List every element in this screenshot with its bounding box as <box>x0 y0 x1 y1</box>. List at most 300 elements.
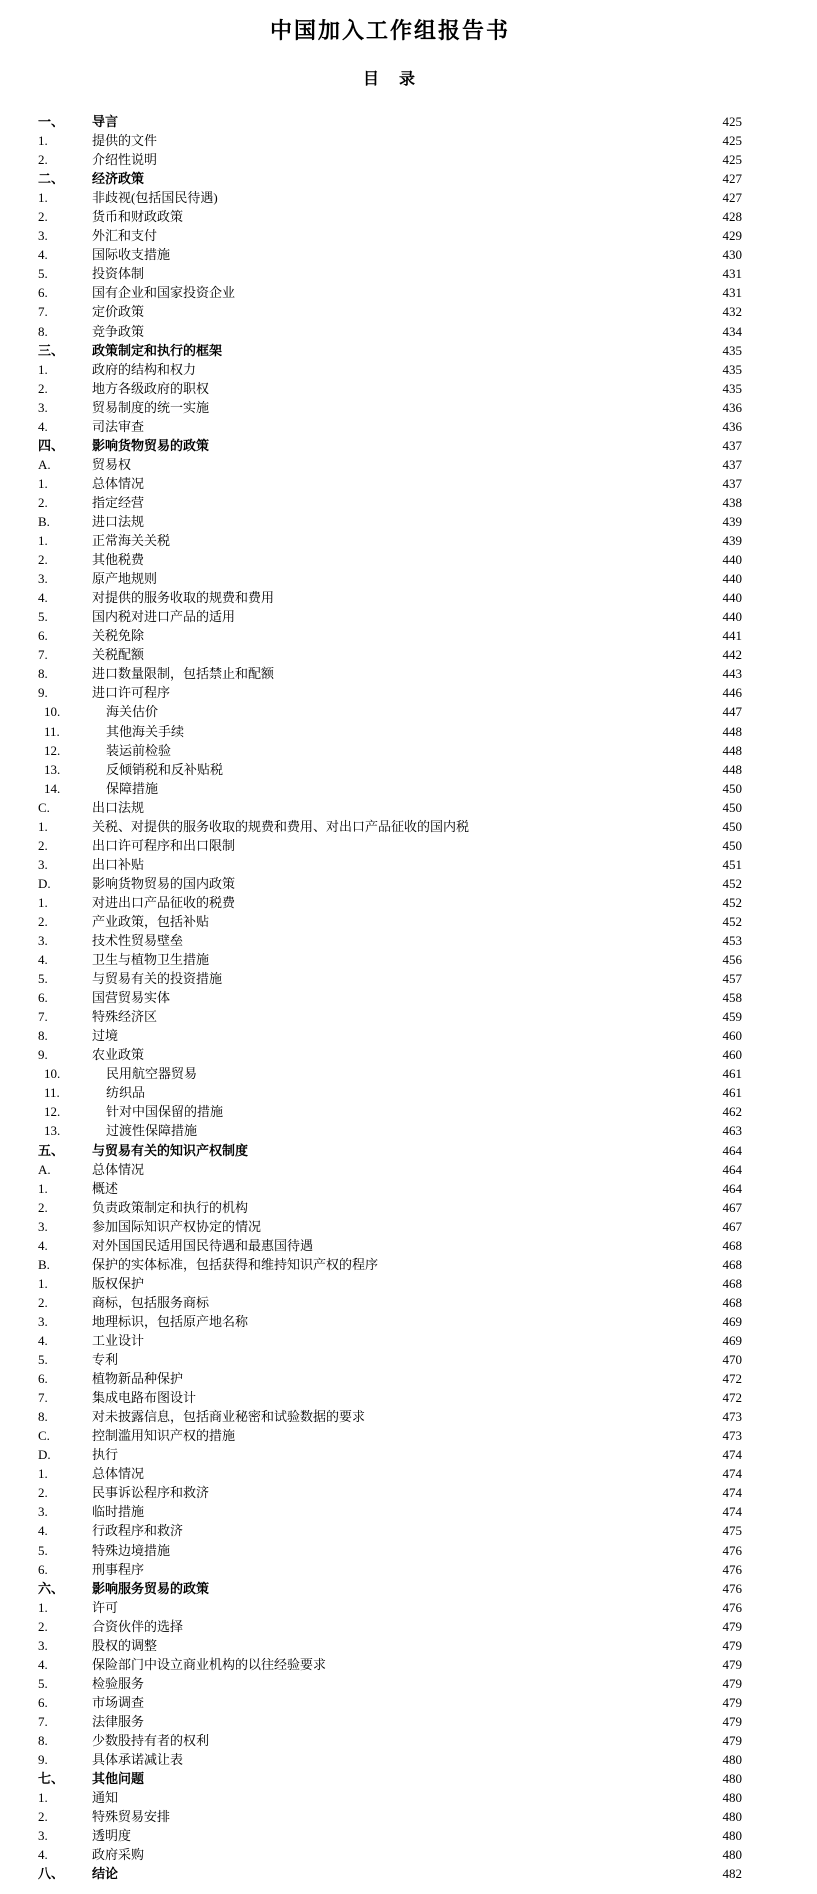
toc-entry-number: 6. <box>38 990 48 1006</box>
toc-entry-title: 司法审查 <box>92 418 145 434</box>
toc-entry-title: 非歧视(包括国民待遇) <box>92 190 218 206</box>
toc-entry <box>38 1617 742 1636</box>
toc-entry <box>38 188 742 207</box>
toc-entry-number: 1. <box>38 475 48 491</box>
toc-entry <box>38 1560 742 1579</box>
toc-entry-title: 技术性贸易壁垒 <box>92 933 184 949</box>
toc-entry-number: 5. <box>38 266 48 282</box>
toc-entry-number: B. <box>38 1256 50 1272</box>
toc-entry-number: 3. <box>38 1504 48 1520</box>
toc-entry <box>38 1712 742 1731</box>
toc-entry-page: 470 <box>722 1352 742 1368</box>
document-title: 中国加入工作组报告书 <box>269 18 510 43</box>
toc-entry-title: 装运前检验 <box>106 742 172 758</box>
toc-entry <box>38 607 742 626</box>
toc-entry-title: 控制滥用知识产权的措施 <box>92 1428 236 1444</box>
toc-entry-page: 473 <box>722 1428 742 1444</box>
toc-entry-title: 结论 <box>92 1866 119 1882</box>
toc-entry-number: 2. <box>38 1618 48 1634</box>
toc-entry-title: 集成电路布图设计 <box>92 1390 197 1406</box>
toc-entry-number: 5. <box>38 971 48 987</box>
toc-entry-number: 8. <box>38 1732 48 1748</box>
toc-entry-number: 七、 <box>38 1771 65 1787</box>
toc-entry-number: 9. <box>38 685 48 701</box>
toc-entry-page: 480 <box>722 1847 742 1863</box>
toc-entry-number: 7. <box>38 647 48 663</box>
toc-entry-title: 对提供的服务收取的规费和费用 <box>92 590 275 606</box>
toc-entry-page: 474 <box>722 1504 742 1520</box>
toc-entry <box>38 1312 742 1331</box>
toc-entry-title: 总体情况 <box>92 1161 145 1177</box>
toc-entry-number: 2. <box>38 1485 48 1501</box>
toc-entry-title: 法律服务 <box>92 1713 145 1729</box>
toc-entry <box>38 1693 742 1712</box>
toc-entry <box>38 1731 742 1750</box>
document-page <box>38 0 742 1883</box>
toc-entry-number: 2. <box>38 837 48 853</box>
toc-entry-title: 总体情况 <box>92 1466 145 1482</box>
toc-entry-title: 执行 <box>92 1447 119 1463</box>
toc-entry <box>38 1236 742 1255</box>
toc-entry-number: 4. <box>38 1847 48 1863</box>
toc-entry-page: 439 <box>722 533 742 549</box>
toc-entry-title: 关税免除 <box>92 628 145 644</box>
toc-entry-number: 1. <box>38 1790 48 1806</box>
toc-entry-page: 440 <box>722 609 742 625</box>
toc-entry-title: 出口补贴 <box>92 856 145 872</box>
toc-entry-title: 具体承诺减让表 <box>92 1752 184 1768</box>
toc-entry-title: 对外国国民适用国民待遇和最惠国待遇 <box>92 1237 314 1253</box>
toc-entry-title: 商标，包括服务商标 <box>92 1294 210 1310</box>
toc-entry-title: 对进出口产品征收的税费 <box>92 894 236 910</box>
toc-entry-number: 三、 <box>38 342 65 358</box>
toc-entry-page: 429 <box>722 228 742 244</box>
toc-entry-page: 447 <box>722 704 742 720</box>
toc-entry-number: D. <box>38 1447 51 1463</box>
toc-entry <box>38 798 742 817</box>
toc-entry-page: 450 <box>722 837 742 853</box>
toc-entry <box>38 702 742 721</box>
toc-entry <box>38 874 742 893</box>
toc-entry-title: 检验服务 <box>92 1675 145 1691</box>
toc-entry <box>38 1750 742 1769</box>
toc-entry <box>38 169 742 188</box>
toc-entry-title: 概述 <box>92 1180 119 1196</box>
toc-entry-title: 政策制定和执行的框架 <box>92 342 223 358</box>
toc-entry-page: 438 <box>722 494 742 510</box>
toc-entry-page: 467 <box>722 1218 742 1234</box>
toc-entry-number: 5. <box>38 1352 48 1368</box>
toc-entry <box>38 1331 742 1350</box>
toc-entry-title: 地方各级政府的职权 <box>92 380 210 396</box>
toc-entry <box>38 1026 742 1045</box>
toc-entry-page: 479 <box>722 1694 742 1710</box>
toc-entry-number: 14. <box>44 780 61 796</box>
toc-entry-page: 459 <box>722 1009 742 1025</box>
toc-entry-number: 3. <box>38 1218 48 1234</box>
toc-entry-page: 436 <box>722 418 742 434</box>
toc-entry-title: 关税配额 <box>92 647 145 663</box>
toc-entry-title: 国有企业和国家投资企业 <box>92 285 236 301</box>
toc-entry <box>38 1807 742 1826</box>
toc-entry-page: 480 <box>722 1809 742 1825</box>
toc-entry-title: 国际收支措施 <box>92 247 171 263</box>
toc-entry-title: 保障措施 <box>106 780 159 796</box>
toc-entry <box>38 893 742 912</box>
toc-entry-page: 448 <box>722 723 742 739</box>
toc-entry-title: 特殊边境措施 <box>92 1542 171 1558</box>
toc-entry <box>38 1198 742 1217</box>
toc-entry-number: 7. <box>38 304 48 320</box>
toc-entry <box>38 1064 742 1083</box>
toc-entry-page: 453 <box>722 933 742 949</box>
toc-entry-page: 440 <box>722 571 742 587</box>
toc-entry <box>38 226 742 245</box>
toc-entry-title: 刑事程序 <box>92 1561 145 1577</box>
toc-entry <box>38 569 742 588</box>
toc-entry-page: 472 <box>722 1371 742 1387</box>
toc-entry <box>38 722 742 741</box>
toc-entry <box>38 760 742 779</box>
toc-entry-number: 7. <box>38 1713 48 1729</box>
toc-entry-number: 4. <box>38 590 48 606</box>
toc-entry <box>38 1769 742 1788</box>
toc-entry-number: 2. <box>38 380 48 396</box>
toc-entry-number: 6. <box>38 628 48 644</box>
toc-entry-number: 1. <box>38 818 48 834</box>
toc-entry-page: 441 <box>722 628 742 644</box>
toc-entry-page: 457 <box>722 971 742 987</box>
toc-entry-number: 2. <box>38 1199 48 1215</box>
toc-entry-page: 472 <box>722 1390 742 1406</box>
toc-entry-title: 农业政策 <box>92 1047 145 1063</box>
toc-entry <box>38 950 742 969</box>
toc-entry-page: 462 <box>722 1104 742 1120</box>
toc-entry-number: 7. <box>38 1390 48 1406</box>
toc-entry-page: 479 <box>722 1618 742 1634</box>
toc-entry <box>38 779 742 798</box>
toc-entry <box>38 1293 742 1312</box>
toc-entry-page: 479 <box>722 1732 742 1748</box>
toc-entry-title: 提供的文件 <box>92 133 158 149</box>
toc-entry-title: 经济政策 <box>92 171 145 187</box>
toc-entry <box>38 150 742 169</box>
toc-entry <box>38 493 742 512</box>
toc-entry-number: 4. <box>38 952 48 968</box>
toc-entry <box>38 1179 742 1198</box>
toc-entry-number: 1. <box>38 1466 48 1482</box>
toc-entry-number: 2. <box>38 209 48 225</box>
toc-entry-title: 贸易制度的统一实施 <box>92 399 210 415</box>
toc-entry-title: 投资体制 <box>92 266 145 282</box>
toc-entry-title: 政府的结构和权力 <box>92 361 197 377</box>
toc-entry-page: 479 <box>722 1637 742 1653</box>
toc-entry-number: 1. <box>38 361 48 377</box>
toc-entry-page: 456 <box>722 952 742 968</box>
toc-entry <box>38 988 742 1007</box>
toc-entry-number: A. <box>38 456 51 472</box>
toc-entry <box>38 436 742 455</box>
toc-entry <box>38 1636 742 1655</box>
toc-entry-page: 480 <box>722 1790 742 1806</box>
toc-entry-page: 437 <box>722 475 742 491</box>
toc-entry-page: 461 <box>722 1066 742 1082</box>
toc-entry-title: 其他海关手续 <box>106 723 185 739</box>
toc-entry-title: 保护的实体标准，包括获得和维持知识产权的程序 <box>92 1256 379 1272</box>
toc-entry-number: 4. <box>38 1656 48 1672</box>
toc-entry-number: 6. <box>38 1371 48 1387</box>
toc-entry-page: 463 <box>722 1123 742 1139</box>
toc-entry-page: 452 <box>722 913 742 929</box>
toc-entry-number: 9. <box>38 1047 48 1063</box>
toc-entry-title: 货币和财政政策 <box>92 209 184 225</box>
toc-entry-page: 468 <box>722 1294 742 1310</box>
toc-entry <box>38 1217 742 1236</box>
toc-entry <box>38 1864 742 1883</box>
toc-entry-number: 8. <box>38 323 48 339</box>
toc-entry-title: 透明度 <box>92 1828 132 1844</box>
toc-entry-page: 431 <box>722 285 742 301</box>
toc-entry-number: 6. <box>38 1561 48 1577</box>
toc-entry-title: 过渡性保障措施 <box>106 1123 198 1139</box>
toc-entry <box>38 1502 742 1521</box>
toc-entry-number: 10. <box>44 704 61 720</box>
toc-entry-number: 5. <box>38 1542 48 1558</box>
toc-entry-number: 1. <box>38 133 48 149</box>
toc-entry-number: 3. <box>38 856 48 872</box>
toc-entry-title: 介绍性说明 <box>92 152 158 168</box>
toc-entry-title: 进口法规 <box>92 513 145 529</box>
toc-entry-title: 负责政策制定和执行的机构 <box>92 1199 249 1215</box>
toc-entry-title: 政府采购 <box>92 1847 145 1863</box>
toc-entry-page: 464 <box>722 1180 742 1196</box>
toc-entry-title: 进口许可程序 <box>92 685 171 701</box>
toc-entry-title: 地理标识，包括原产地名称 <box>92 1313 249 1329</box>
toc-entry-number: 11. <box>44 723 60 739</box>
toc-entry-title: 纺织品 <box>106 1085 146 1101</box>
toc-entry-page: 480 <box>722 1828 742 1844</box>
toc-entry-page: 450 <box>722 780 742 796</box>
toc-entry-title: 行政程序和救济 <box>92 1523 184 1539</box>
toc-entry-title: 定价政策 <box>92 304 145 320</box>
toc-entry-page: 476 <box>722 1542 742 1558</box>
toc-entry-page: 436 <box>722 399 742 415</box>
toc-entry <box>38 626 742 645</box>
toc-entry-title: 关税、对提供的服务收取的规费和费用、对出口产品征收的国内税 <box>92 818 470 834</box>
toc-entry-number: 12. <box>44 1104 61 1120</box>
toc-entry <box>38 912 742 931</box>
toc-heading: 目 录 <box>362 71 417 88</box>
toc-entry <box>38 379 742 398</box>
toc-entry <box>38 264 742 283</box>
toc-entry <box>38 1788 742 1807</box>
toc-entry-page: 434 <box>722 323 742 339</box>
toc-entry-number: 1. <box>38 1599 48 1615</box>
toc-entry-page: 431 <box>722 266 742 282</box>
toc-entry <box>38 1845 742 1864</box>
toc-entry <box>38 417 742 436</box>
toc-entry-title: 与贸易有关的投资措施 <box>92 971 223 987</box>
toc-entry-number: 12. <box>44 742 61 758</box>
toc-entry-number: 4. <box>38 418 48 434</box>
toc-entry-number: 3. <box>38 1637 48 1653</box>
toc-entry <box>38 1160 742 1179</box>
toc-entry <box>38 1541 742 1560</box>
toc-entry-page: 427 <box>722 190 742 206</box>
toc-entry-page: 467 <box>722 1199 742 1215</box>
toc-entry-page: 469 <box>722 1333 742 1348</box>
toc-entry-page: 476 <box>722 1580 742 1596</box>
toc-entry-page: 435 <box>722 361 742 377</box>
toc-entry <box>38 1464 742 1483</box>
toc-entry-title: 海关估价 <box>106 704 159 720</box>
toc-entry <box>38 1655 742 1674</box>
toc-entry-title: 过境 <box>92 1028 119 1044</box>
toc-entry <box>38 1045 742 1064</box>
toc-entry-page: 448 <box>722 761 742 777</box>
toc-entry <box>38 817 742 836</box>
toc-entry-page: 460 <box>722 1047 742 1063</box>
toc-entry-page: 440 <box>722 552 742 568</box>
toc-entry-number: 二、 <box>38 171 65 187</box>
toc-entry-title: 总体情况 <box>92 475 145 491</box>
toc-entry-page: 430 <box>722 247 742 263</box>
toc-entry-page: 473 <box>722 1409 742 1425</box>
toc-entry-title: 贸易权 <box>92 456 132 472</box>
toc-entry <box>38 683 742 702</box>
toc-entry <box>38 969 742 988</box>
toc-entry-number: 5. <box>38 1675 48 1691</box>
toc-entry-number: 3. <box>38 1313 48 1329</box>
toc-entry-number: 3. <box>38 571 48 587</box>
toc-entry <box>38 283 742 302</box>
toc-entry <box>38 1826 742 1845</box>
toc-entry-title: 合资伙伴的选择 <box>92 1618 184 1634</box>
toc-entry-title: 针对中国保留的措施 <box>106 1104 224 1120</box>
toc-entry-title: 股权的调整 <box>92 1637 158 1653</box>
toc-entry-page: 461 <box>722 1085 742 1101</box>
toc-entry-number: 2. <box>38 913 48 929</box>
toc-entry-title: 对未披露信息，包括商业秘密和试验数据的要求 <box>92 1409 366 1425</box>
toc-entry-page: 437 <box>722 456 742 472</box>
toc-entry <box>38 1598 742 1617</box>
toc-entry-page: 452 <box>722 875 742 891</box>
toc-entry <box>38 1388 742 1407</box>
toc-entry-title: 反倾销税和反补贴税 <box>106 761 224 777</box>
toc-entry <box>38 474 742 493</box>
toc-entry-page: 425 <box>722 133 742 149</box>
toc-entry <box>38 1141 742 1160</box>
toc-entry-title: 植物新品种保护 <box>92 1371 184 1387</box>
toc-entry-number: 2. <box>38 1809 48 1825</box>
toc-entry-title: 通知 <box>92 1790 119 1806</box>
toc-entry-number: 11. <box>44 1085 60 1101</box>
toc-entry <box>38 1579 742 1598</box>
toc-entry-title: 临时措施 <box>92 1504 145 1520</box>
toc-entry-title: 与贸易有关的知识产权制度 <box>92 1142 249 1158</box>
toc-entry <box>38 131 742 150</box>
toc-entry-page: 479 <box>722 1713 742 1729</box>
toc-entry-title: 特殊经济区 <box>92 1009 158 1025</box>
toc-entry-page: 468 <box>722 1256 742 1272</box>
toc-entry <box>38 302 742 321</box>
toc-entry-title: 影响货物贸易的政策 <box>92 437 210 453</box>
toc-entry-title: 民事诉讼程序和救济 <box>92 1485 210 1501</box>
toc-entry-number: C. <box>38 1428 50 1444</box>
toc-entry-number: 八、 <box>38 1866 65 1882</box>
toc-entry <box>38 1007 742 1026</box>
toc-entry-number: 5. <box>38 609 48 625</box>
toc-entry-number: A. <box>38 1161 51 1177</box>
toc-entry-title: 专利 <box>92 1352 119 1368</box>
toc-entry <box>38 1121 742 1140</box>
toc-entry-title: 工业设计 <box>92 1333 145 1348</box>
toc-entry-page: 479 <box>722 1675 742 1691</box>
toc-entry-page: 446 <box>722 685 742 701</box>
toc-entry-page: 464 <box>722 1142 742 1158</box>
toc-entry-page: 450 <box>722 818 742 834</box>
toc-entry-title: 出口法规 <box>92 799 145 815</box>
toc-entry-page: 435 <box>722 380 742 396</box>
toc-entry <box>38 741 742 760</box>
toc-entry-number: 1. <box>38 190 48 206</box>
toc-entry-number: 6. <box>38 1694 48 1710</box>
toc-entry-title: 市场调查 <box>92 1694 145 1710</box>
toc-entry-title: 保险部门中设立商业机构的以往经验要求 <box>92 1656 327 1672</box>
toc-entry-page: 474 <box>722 1485 742 1501</box>
toc-entry-title: 参加国际知识产权协定的情况 <box>92 1218 262 1234</box>
toc-entry-title: 民用航空器贸易 <box>106 1066 198 1082</box>
toc-entry-page: 425 <box>722 152 742 168</box>
toc-entry-number: 3. <box>38 399 48 415</box>
toc-entry-page: 469 <box>722 1313 742 1329</box>
toc-entry-page: 435 <box>722 342 742 358</box>
toc-entry-number: 4. <box>38 247 48 263</box>
toc-entry-number: 4. <box>38 1237 48 1253</box>
table-of-contents <box>38 112 742 1883</box>
toc-entry-title: 国内税对进口产品的适用 <box>92 609 236 625</box>
toc-entry-page: 468 <box>722 1237 742 1253</box>
toc-entry-title: 其他问题 <box>92 1771 145 1787</box>
toc-entry <box>38 645 742 664</box>
toc-entry-number: 3. <box>38 228 48 244</box>
toc-entry-page: 460 <box>722 1028 742 1044</box>
toc-entry-number: D. <box>38 875 51 891</box>
toc-entry-title: 产业政策，包括补贴 <box>92 913 210 929</box>
toc-entry-number: 一、 <box>38 114 65 129</box>
toc-entry <box>38 1350 742 1369</box>
toc-entry-page: 425 <box>722 114 742 129</box>
toc-entry <box>38 1255 742 1274</box>
toc-entry <box>38 455 742 474</box>
toc-entry-page: 476 <box>722 1561 742 1577</box>
toc-entry-number: 13. <box>44 761 61 777</box>
toc-entry-page: 474 <box>722 1466 742 1482</box>
toc-entry <box>38 1369 742 1388</box>
toc-entry-number: 10. <box>44 1066 61 1082</box>
toc-entry-number: 3. <box>38 1828 48 1844</box>
toc-entry-number: 四、 <box>38 437 65 453</box>
toc-entry-number: B. <box>38 513 50 529</box>
toc-entry <box>38 112 742 131</box>
toc-entry-title: 影响货物贸易的国内政策 <box>92 875 236 891</box>
toc-entry-number: 8. <box>38 1409 48 1425</box>
toc-entry <box>38 664 742 683</box>
toc-entry-title: 版权保护 <box>92 1275 145 1291</box>
toc-entry-page: 474 <box>722 1447 742 1463</box>
toc-entry-number: 4. <box>38 1333 48 1348</box>
toc-entry-page: 442 <box>722 647 742 663</box>
